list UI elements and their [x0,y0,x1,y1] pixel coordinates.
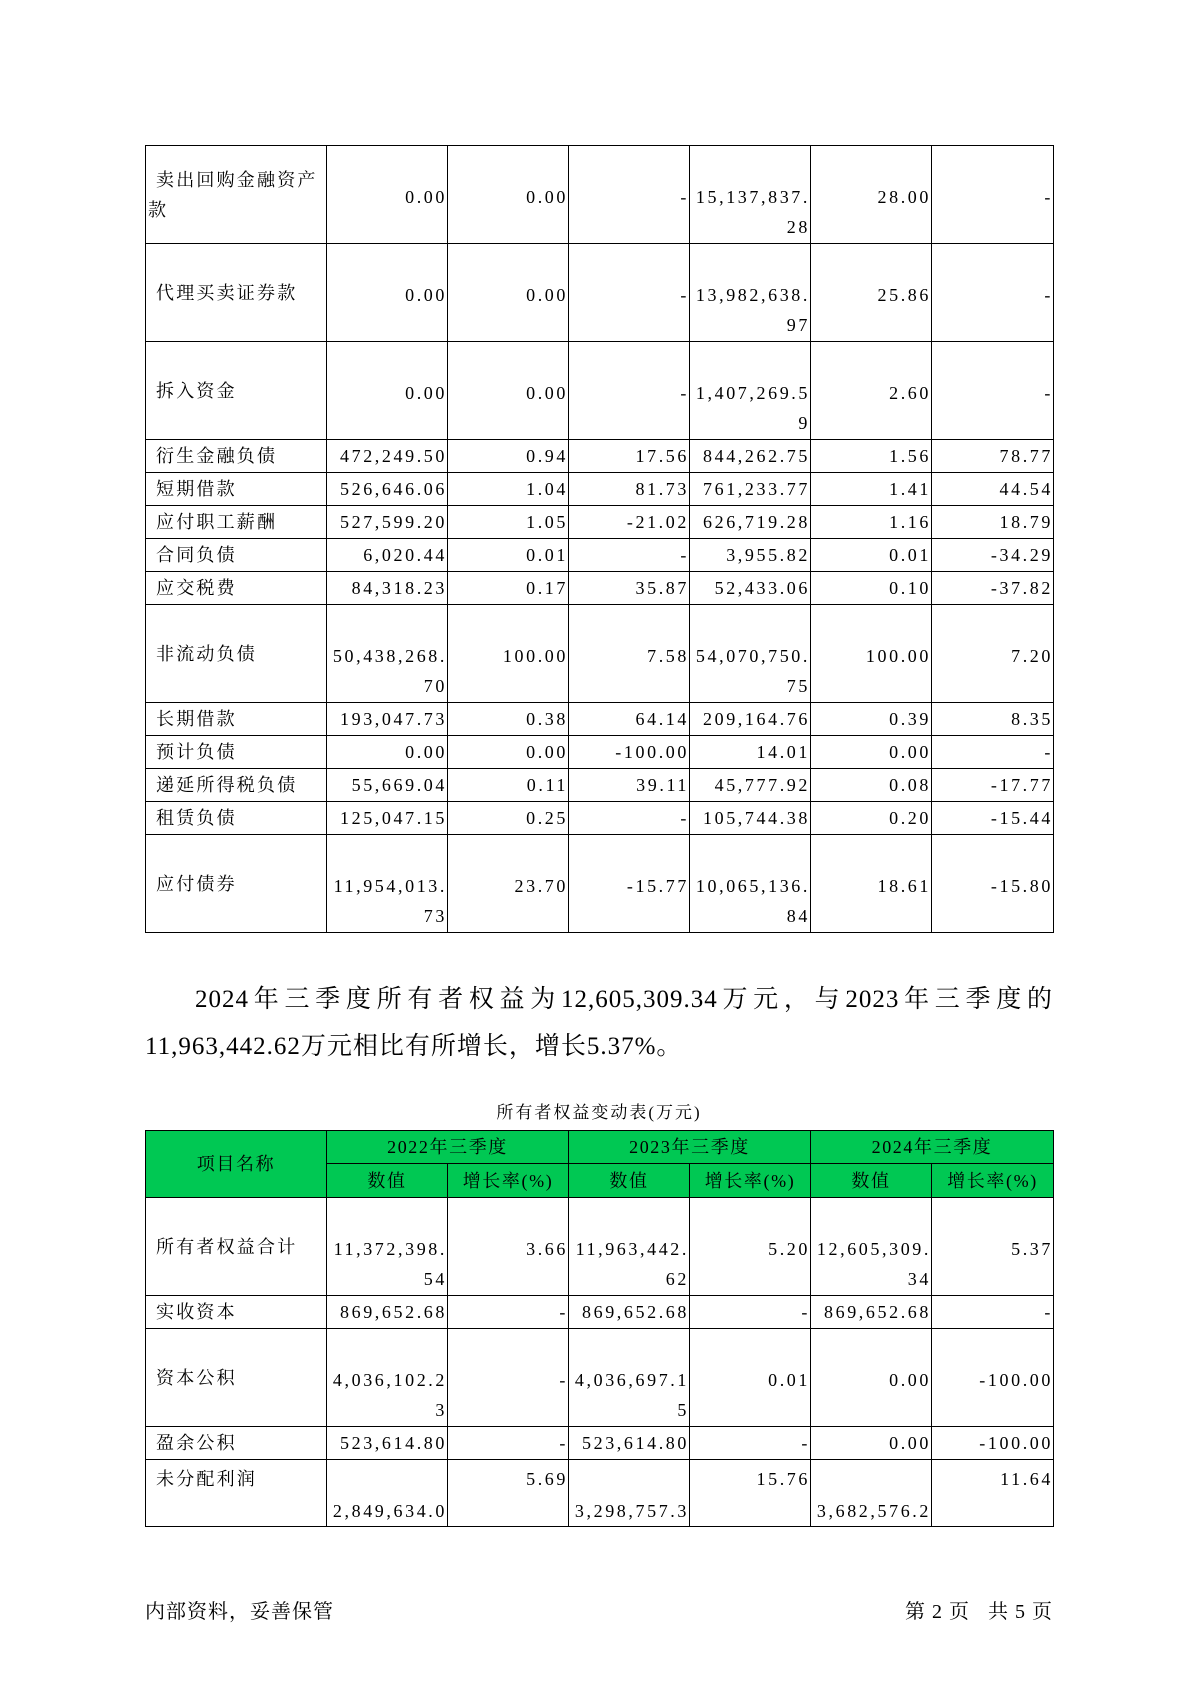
share-cell: 1.05 [448,506,569,539]
column-header-growth-rate: 增长率(%) [932,1164,1054,1198]
table-row [146,736,1054,769]
table-row [146,506,1054,539]
item-name-cell: 代理买卖证券款 [146,244,327,342]
table-row [146,440,1054,473]
amount-cell: 193,047.73 [327,703,448,736]
value-cell: 523,614.80 [569,1427,690,1460]
table-caption: 所有者权益变动表(万元) [496,1103,702,1122]
column-header-value: 数值 [569,1164,690,1198]
amount-cell: 84,318.23 [327,572,448,605]
share-cell: 1.56 [811,440,932,473]
share-cell: 0.00 [811,736,932,769]
growth-rate-cell: 5.69 [448,1460,569,1527]
share-cell: 0.20 [811,802,932,835]
item-name-cell: 实收资本 [146,1296,327,1329]
amount-cell: 105,744.38 [690,802,811,835]
value-cell: 869,652.68 [811,1296,932,1329]
footer-page-number: 第 2 页 共 5 页 [905,1601,1053,1623]
share-cell: 0.01 [448,539,569,572]
growth-cell: - [569,244,690,342]
growth-cell: 7.58 [569,605,690,703]
share-cell: 0.01 [811,539,932,572]
amount-cell: 11,954,013.73 [327,835,448,933]
table-row [146,1329,1054,1427]
table-row [146,605,1054,703]
amount-cell: 14.01 [690,736,811,769]
growth-rate-cell: - [448,1427,569,1460]
value-cell: 4,036,697.15 [569,1329,690,1427]
item-name-cell: 盈余公积 [146,1427,327,1460]
amount-cell: 6,020.44 [327,539,448,572]
growth-cell: - [932,244,1054,342]
share-cell: 100.00 [811,605,932,703]
growth-rate-cell: 15.76 [690,1460,811,1527]
table-row [146,1460,1054,1527]
amount-cell: 0.00 [327,244,448,342]
value-cell: 0.00 [811,1329,932,1427]
growth-rate-cell: 0.01 [690,1329,811,1427]
item-name-cell: 租赁负债 [146,802,327,835]
item-name-cell: 所有者权益合计 [146,1198,327,1296]
growth-rate-cell: - [932,1296,1054,1329]
share-cell: 0.08 [811,769,932,802]
item-name-cell: 合同负债 [146,539,327,572]
column-header-growth-rate: 增长率(%) [690,1164,811,1198]
item-name-cell: 应付职工薪酬 [146,506,327,539]
amount-cell: 13,982,638.97 [690,244,811,342]
value-cell: 2,849,634.0 [327,1460,448,1527]
growth-rate-cell: -100.00 [932,1329,1054,1427]
value-cell: 869,652.68 [569,1296,690,1329]
value-cell: 869,652.68 [327,1296,448,1329]
table-row [146,1296,1054,1329]
column-header-value: 数值 [811,1164,932,1198]
growth-cell: - [569,802,690,835]
item-name-cell: 卖出回购金融资产款 [146,146,327,244]
amount-cell: 52,433.06 [690,572,811,605]
share-cell: 0.00 [448,736,569,769]
amount-cell: 45,777.92 [690,769,811,802]
growth-rate-cell: - [690,1296,811,1329]
amount-cell: 50,438,268.70 [327,605,448,703]
growth-rate-cell: 5.37 [932,1198,1054,1296]
share-cell: 1.16 [811,506,932,539]
amount-cell: 54,070,750.75 [690,605,811,703]
share-cell: 0.25 [448,802,569,835]
amount-cell: 15,137,837.28 [690,146,811,244]
growth-cell: 8.35 [932,703,1054,736]
growth-cell: - [932,736,1054,769]
item-name-cell: 衍生金融负债 [146,440,327,473]
share-cell: 0.39 [811,703,932,736]
amount-cell: 125,047.15 [327,802,448,835]
item-name-cell: 未分配利润 [146,1460,327,1527]
growth-cell: - [569,146,690,244]
share-cell: 25.86 [811,244,932,342]
growth-cell: - [932,146,1054,244]
amount-cell: 761,233.77 [690,473,811,506]
growth-rate-cell: 5.20 [690,1198,811,1296]
growth-cell: 44.54 [932,473,1054,506]
growth-cell: 35.87 [569,572,690,605]
amount-cell: 209,164.76 [690,703,811,736]
item-name-cell: 非流动负债 [146,605,327,703]
growth-cell: -37.82 [932,572,1054,605]
growth-cell: -100.00 [569,736,690,769]
amount-cell: 3,955.82 [690,539,811,572]
table-row [146,342,1054,440]
share-cell: 18.61 [811,835,932,933]
growth-cell: -21.02 [569,506,690,539]
value-cell: 3,298,757.3 [569,1460,690,1527]
growth-cell: - [569,342,690,440]
share-cell: 23.70 [448,835,569,933]
growth-rate-cell: -100.00 [932,1427,1054,1460]
amount-cell: 0.00 [327,736,448,769]
amount-cell: 0.00 [327,146,448,244]
amount-cell: 1,407,269.59 [690,342,811,440]
item-name-cell: 长期借款 [146,703,327,736]
amount-cell: 844,262.75 [690,440,811,473]
share-cell: 100.00 [448,605,569,703]
column-header-value: 数值 [327,1164,448,1198]
share-cell: 0.00 [448,244,569,342]
growth-rate-cell: 11.64 [932,1460,1054,1527]
liabilities-table [145,145,1054,933]
growth-rate-cell: 3.66 [448,1198,569,1296]
share-cell: 0.94 [448,440,569,473]
share-cell: 0.00 [448,146,569,244]
share-cell: 0.10 [811,572,932,605]
amount-cell: 626,719.28 [690,506,811,539]
table-row [146,244,1054,342]
value-cell: 11,963,442.62 [569,1198,690,1296]
growth-rate-cell: - [448,1329,569,1427]
table-row [146,1427,1054,1460]
value-cell: 523,614.80 [327,1427,448,1460]
share-cell: 0.38 [448,703,569,736]
amount-cell: 526,646.06 [327,473,448,506]
amount-cell: 472,249.50 [327,440,448,473]
share-cell: 2.60 [811,342,932,440]
item-name-cell: 短期借款 [146,473,327,506]
item-name-cell: 拆入资金 [146,342,327,440]
growth-cell: 18.79 [932,506,1054,539]
growth-cell: 39.11 [569,769,690,802]
growth-cell: 17.56 [569,440,690,473]
share-cell: 0.17 [448,572,569,605]
header-row [146,1131,1054,1164]
amount-cell: 0.00 [327,342,448,440]
amount-cell: 55,669.04 [327,769,448,802]
growth-rate-cell: - [448,1296,569,1329]
amount-cell: 10,065,136.84 [690,835,811,933]
growth-cell: -34.29 [932,539,1054,572]
column-header-period: 2023年三季度 [569,1131,811,1164]
item-name-cell: 应付债券 [146,835,327,933]
equity-change-table [145,1130,1054,1527]
column-header-period: 2024年三季度 [811,1131,1054,1164]
column-header-growth-rate: 增长率(%) [448,1164,569,1198]
column-header-period: 2022年三季度 [327,1131,569,1164]
value-cell: 11,372,398.54 [327,1198,448,1296]
growth-cell: -15.80 [932,835,1054,933]
growth-cell: 81.73 [569,473,690,506]
table-row [146,802,1054,835]
share-cell: 0.11 [448,769,569,802]
table-row [146,572,1054,605]
share-cell: 0.00 [448,342,569,440]
table-row [146,539,1054,572]
value-cell: 0.00 [811,1427,932,1460]
item-name-cell: 递延所得税负债 [146,769,327,802]
table-row [146,835,1054,933]
summary-paragraph: 2024年三季度所有者权益为12,605,309.34万元，与2023年三季度的11,963,442.62万元相比有所增长，增长5.37%。 [145,986,1053,1060]
item-name-cell: 资本公积 [146,1329,327,1427]
column-header-item-name: 项目名称 [146,1131,327,1198]
item-name-cell: 应交税费 [146,572,327,605]
share-cell: 28.00 [811,146,932,244]
share-cell: 1.41 [811,473,932,506]
table-row [146,703,1054,736]
growth-cell: 78.77 [932,440,1054,473]
footer-confidential-note: 内部资料，妥善保管 [145,1601,334,1623]
growth-cell: - [569,539,690,572]
value-cell: 12,605,309.34 [811,1198,932,1296]
amount-cell: 527,599.20 [327,506,448,539]
growth-cell: 64.14 [569,703,690,736]
growth-cell: -15.77 [569,835,690,933]
value-cell: 3,682,576.2 [811,1460,932,1527]
item-name-cell: 预计负债 [146,736,327,769]
share-cell: 1.04 [448,473,569,506]
growth-cell: -17.77 [932,769,1054,802]
table-row [146,769,1054,802]
table-row [146,146,1054,244]
table-row [146,473,1054,506]
growth-rate-cell: - [690,1427,811,1460]
table-row [146,1198,1054,1296]
growth-cell: -15.44 [932,802,1054,835]
growth-cell: - [932,342,1054,440]
growth-cell: 7.20 [932,605,1054,703]
value-cell: 4,036,102.23 [327,1329,448,1427]
